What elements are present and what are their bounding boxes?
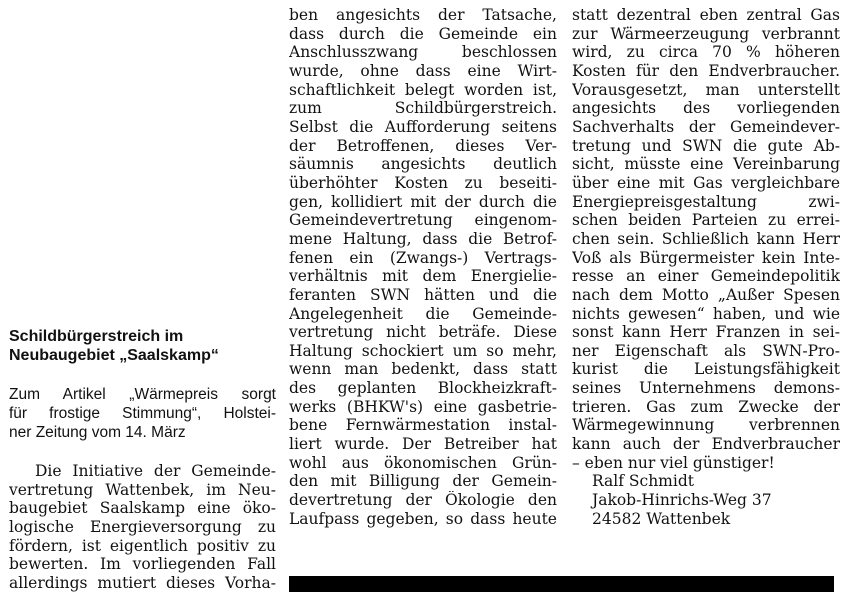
text-line: werks (BHKW's) eine gasbetrie- [289, 397, 557, 416]
text-line: – eben nur viel günstiger! [572, 453, 775, 472]
signature-name: Ralf Schmidt [592, 472, 694, 491]
text-line: fenen ein (Zwangs-) Vertrags- [289, 248, 557, 267]
text-line: den mit Billigung der Gemein- [289, 472, 557, 491]
text-line: verhältnis mit dem Energielie- [289, 267, 557, 286]
text-line: bene Fernwärmestation instal- [289, 416, 557, 435]
text-line: kurist die Leistungsfähigkeit [572, 360, 840, 379]
intro-line: Zum Artikel „Wärmepreis sorgt [9, 386, 276, 403]
letter-column-3 [572, 6, 840, 528]
text-line: sicht, müsste eine Vereinbarung [572, 155, 840, 174]
text-line: bewerten. Im vorliegenden Fall [9, 555, 276, 574]
text-line: wenn man bedenkt, dass statt [289, 360, 557, 379]
text-line: liert wurde. Der Betreiber hat [289, 435, 557, 454]
text-line: ben angesichts der Tatsache, [289, 6, 557, 24]
text-line: zum Schildbürgerstreich. [289, 99, 557, 118]
letter-headline [9, 327, 279, 365]
text-line: schaftlichkeit belegt worden ist, [289, 80, 557, 99]
text-line: wurde, ohne dass eine Wirt- [289, 61, 557, 80]
text-line: Anschlusszwang beschlossen [289, 43, 557, 62]
headline-line: Schildbürgerstreich im [9, 328, 184, 345]
text-line: feranten SWN hätten und die [289, 285, 557, 304]
text-line: Sachverhalts der Gemeindever- [572, 117, 840, 136]
text-line: vertretung nicht beträfe. Diese [289, 323, 557, 342]
headline-line: Neubaugebiet „Saalskamp“ [9, 347, 219, 364]
text-line: Energiepreisgestaltung zwi- [572, 192, 840, 211]
text-line: der Betroffenen, dieses Ver- [289, 136, 557, 155]
letter-column-1 [9, 462, 276, 593]
signature-city: 24582 Wattenbek [592, 509, 731, 528]
text-line: allerdings mutiert dieses Vorha- [9, 573, 276, 592]
text-line: Wärmegewinnung verbrennen [572, 416, 840, 435]
section-divider-bar [289, 576, 834, 592]
text-line: vertretung Wattenbek, im Neu- [9, 480, 276, 499]
text-line: wird, zu circa 70 % höheren [572, 43, 840, 62]
signature-block [592, 472, 840, 528]
text-line: mene Haltung, dass die Betrof- [289, 229, 557, 248]
text-line: des geplanten Blockheizkraft- [289, 379, 557, 398]
text-line: gen, kollidiert mit der durch die [289, 192, 557, 211]
text-line: devertretung der Ökologie den [289, 491, 557, 510]
text-line: zur Wärmeerzeugung verbrannt [572, 24, 840, 43]
text-line: Voß als Bürgermeister kein Inte- [572, 248, 840, 267]
text-line: resse an einer Gemeindepolitik [572, 267, 840, 286]
text-line: nichts gewesen“ haben, und wie [572, 304, 840, 323]
text-line: statt dezentral eben zentral Gas [572, 6, 840, 24]
signature-street: Jakob-Hinrichs-Weg 37 [592, 491, 772, 510]
text-line: Kosten für den Endverbraucher. [572, 61, 840, 80]
text-line: sonst kann Herr Franzen in sei- [572, 323, 840, 342]
text-line: angesichts des vorliegenden [572, 99, 840, 118]
text-line: ner Eigenschaft als SWN-Pro- [572, 341, 840, 360]
text-line: chen sein. Schließlich kann Herr [572, 229, 840, 248]
text-line: Angelegenheit die Gemeinde- [289, 304, 557, 323]
letter-column-2 [289, 6, 557, 528]
text-line: über eine mit Gas vergleichbare [572, 173, 840, 192]
text-line: nach dem Motto „Außer Spesen [572, 285, 840, 304]
text-line: kann auch der Endverbraucher [572, 435, 840, 454]
text-line: Selbst die Aufforderung seitens [289, 117, 557, 136]
text-line: Die Initiative der Gemeinde- [35, 462, 276, 480]
text-line: Haltung schockiert um so mehr, [289, 341, 557, 360]
text-line: Gemeindevertretung eingenom- [289, 211, 557, 230]
text-line: baugebiet Saalskamp eine öko- [9, 499, 276, 518]
text-line: seines Unternehmens demons- [572, 379, 840, 398]
text-line: dass durch die Gemeinde ein [289, 24, 557, 43]
text-line: säumnis angesichts deutlich [289, 155, 557, 174]
text-line: tretung und SWN die gute Ab- [572, 136, 840, 155]
text-line: logische Energieversorgung zu [9, 517, 276, 536]
text-line: trieren. Gas zum Zwecke der [572, 397, 840, 416]
text-line: Vorausgesetzt, man unterstellt [572, 80, 840, 99]
intro-line: ner Zeitung vom 14. März [9, 424, 186, 441]
text-line: wohl aus ökonomischen Grün- [289, 453, 557, 472]
text-line: schen beiden Parteien zu errei- [572, 211, 840, 230]
intro-line: für frostige Stimmung“, Holstei- [9, 405, 276, 422]
text-line: Laufpass gegeben, so dass heute [289, 509, 557, 528]
text-line: fördern, ist eigentlich positiv zu [9, 536, 276, 555]
letter-intro [9, 385, 276, 442]
text-line: überhöhter Kosten zu beseiti- [289, 173, 557, 192]
